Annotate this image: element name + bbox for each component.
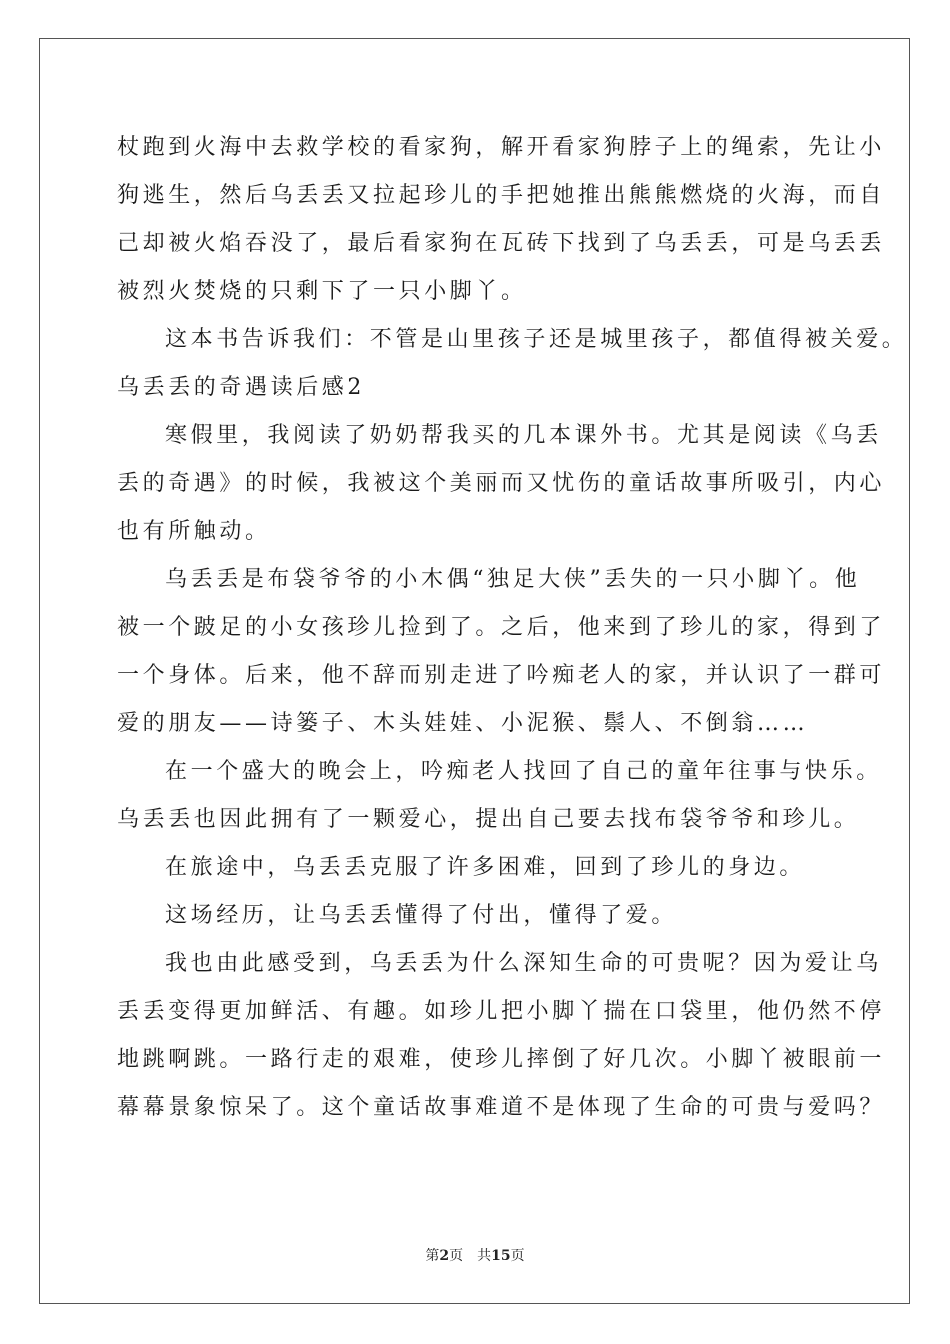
page-number: 2 [439, 1248, 450, 1264]
text-line: 我也由此感受到，乌丢丢为什么深知生命的可贵呢？因为爱让乌 [165, 951, 882, 976]
text-line: 丢的奇遇》的时候，我被这个美丽而又忧伤的童话故事所吸引，内心 [117, 471, 886, 496]
text-line: 这场经历，让乌丢丢懂得了付出，懂得了爱。 [165, 903, 678, 928]
total-pages: 15 [491, 1248, 511, 1264]
text-line: 被烈火焚烧的只剩下了一只小脚丫。 [117, 279, 527, 304]
text-line: 爱的朋友——诗篓子、木头娃娃、小泥猴、鬃人、不倒翁…… [117, 711, 809, 736]
text-line: 杖跑到火海中去救学校的看家狗，解开看家狗脖子上的绳索，先让小 [117, 135, 886, 160]
text-line: 己却被火焰吞没了，最后看家狗在瓦砖下找到了乌丢丢，可是乌丢丢 [117, 231, 886, 256]
text-line: 乌丢丢是布袋爷爷的小木偶“独足大侠”丢失的一只小脚丫。他 [165, 567, 861, 592]
text-line: 这本书告诉我们：不管是山里孩子还是城里孩子，都值得被关爱。 [165, 327, 908, 352]
text-line: 丢丢变得更加鲜活、有趣。如珍儿把小脚丫揣在口袋里，他仍然不停 [117, 999, 886, 1024]
text-line: 在旅途中，乌丢丢克服了许多困难，回到了珍儿的身边。 [165, 855, 806, 880]
page-suffix: 页 [449, 1248, 464, 1264]
text-line: 寒假里，我阅读了奶奶帮我买的几本课外书。尤其是阅读《乌丢 [165, 423, 882, 448]
text-line: 狗逃生，然后乌丢丢又拉起珍儿的手把她推出熊熊燃烧的火海，而自 [117, 183, 886, 208]
total-prefix: 共 [477, 1248, 492, 1264]
total-suffix: 页 [510, 1248, 525, 1264]
text-line: 被一个跛足的小女孩珍儿捡到了。之后，他来到了珍儿的家，得到了 [117, 615, 886, 640]
text-line: 地跳啊跳。一路行走的艰难，使珍儿摔倒了好几次。小脚丫被眼前一 [117, 1047, 886, 1072]
text-line: 一个身体。后来，他不辞而别走进了吟痴老人的家，并认识了一群可 [117, 663, 886, 688]
text-line: 也有所触动。 [117, 519, 271, 544]
text-line: 在一个盛大的晚会上，吟痴老人找回了自己的童年往事与快乐。 [165, 759, 882, 784]
text-line: 幕幕景象惊呆了。这个童话故事难道不是体现了生命的可贵与爱吗？ [117, 1095, 886, 1120]
page-footer [0, 1245, 950, 1265]
page-prefix: 第 [425, 1248, 440, 1264]
text-line: 乌丢丢也因此拥有了一颗爱心，提出自己要去找布袋爷爷和珍儿。 [117, 807, 860, 832]
section-heading: 乌丢丢的奇遇读后感2 [117, 375, 365, 400]
document-body [117, 124, 908, 1132]
